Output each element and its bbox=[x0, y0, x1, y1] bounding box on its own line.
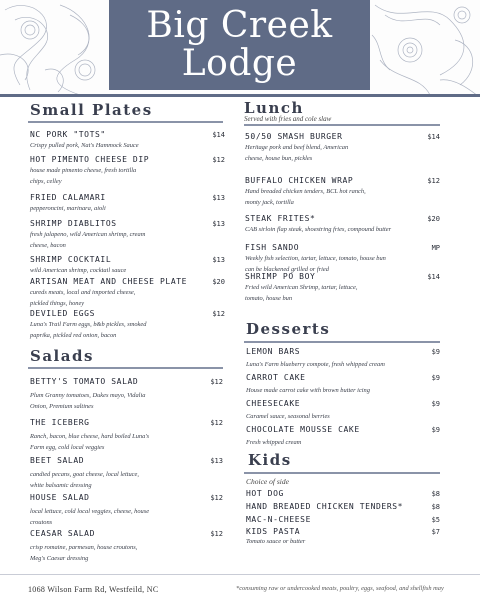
menu-item-price: $12 bbox=[210, 494, 223, 502]
menu-item-description: monty jack, tortilla bbox=[245, 199, 294, 206]
menu-item-description: Meg's Caesar dressing bbox=[30, 555, 89, 562]
lunch-title: Lunch bbox=[244, 99, 304, 117]
menu-item-description: can be blackened grilled or fried bbox=[245, 266, 329, 273]
menu-item-name: SHRIMP COCKTAIL bbox=[30, 255, 112, 264]
menu-item-description: CAB sirloin flap steak, shoestring fries, compound butter bbox=[245, 226, 392, 233]
menu-item-description: Heritage pork and beef blend, American bbox=[245, 144, 349, 151]
lunch-subtitle: Served with fries and cole slaw bbox=[244, 115, 332, 123]
menu-item-description: Crispy pulled pork, Nat's Hammock Sauce bbox=[30, 142, 139, 149]
menu-item-price: $8 bbox=[431, 490, 440, 498]
restaurant-title bbox=[109, 0, 370, 90]
menu-item-description: Fresh whipped cream bbox=[246, 439, 302, 446]
menu-item-price: $12 bbox=[212, 156, 225, 164]
menu-item-description: Plum Granny tomatoes, Dukes mayo, Vidalia bbox=[30, 392, 146, 399]
menu-item-name: MAC-N-CHEESE bbox=[246, 515, 311, 524]
menu-item-description: Onion, Premium saltines bbox=[30, 403, 94, 410]
menu-item-description: House made carrot cake with brown butter icing bbox=[246, 387, 370, 394]
menu-item-price: $5 bbox=[431, 516, 440, 524]
menu-item-description: cheese, bacon bbox=[30, 242, 66, 249]
menu-item-description: Caramel sauce, seasonal berries bbox=[246, 413, 330, 420]
menu-item-description: Luna's Farm blueberry compote, fresh whipped cream bbox=[246, 361, 385, 368]
menu-item-name: HOT DOG bbox=[246, 489, 284, 498]
lunch-rule bbox=[244, 124, 440, 126]
menu-item-description: Tomato sauce or butter bbox=[246, 538, 306, 545]
menu-item-name: HOUSE SALAD bbox=[30, 493, 90, 502]
menu-item-name: CHOCOLATE MOUSSE CAKE bbox=[246, 425, 360, 434]
menu-item-name: CARROT CAKE bbox=[246, 373, 306, 382]
menu-item-name: ARTISAN MEAT AND CHEESE PLATE bbox=[30, 277, 188, 286]
salads-title: Salads bbox=[30, 347, 94, 365]
title-line-2: Lodge bbox=[181, 43, 298, 84]
menu-item-name: SHRIMP PO BOY bbox=[245, 272, 316, 281]
menu-item-price: $13 bbox=[212, 220, 225, 228]
menu-item-price: $12 bbox=[210, 378, 223, 386]
footer-disclaimer: *consuming raw or undercooked meats, poultry, eggs, seafood, and shellfish may bbox=[236, 585, 444, 592]
menu-item-name: NC PORK "TOTS" bbox=[30, 130, 106, 139]
menu-item-price: $13 bbox=[212, 194, 225, 202]
kids-rule bbox=[244, 472, 440, 474]
menu-item-description: Ranch, bacon, blue cheese, hard boiled Luna's bbox=[30, 433, 150, 440]
menu-item-description: tomato, house bun bbox=[245, 295, 293, 302]
title-line-1: Big Creek bbox=[146, 5, 333, 46]
header-divider bbox=[0, 94, 480, 97]
menu-item-price: $12 bbox=[210, 530, 223, 538]
menu-item-name: FISH SANDO bbox=[245, 243, 300, 252]
menu-item-name: CEASAR SALAD bbox=[30, 529, 95, 538]
menu-item-description: paprika, pickled red onion, bacon bbox=[30, 332, 117, 339]
menu-item-price: $20 bbox=[212, 278, 225, 286]
menu-item-description: Weekly fish selection, tartar, lettuce, tomato, house bun bbox=[245, 255, 386, 262]
desserts-title: Desserts bbox=[246, 320, 331, 338]
menu-item-price: $14 bbox=[427, 273, 440, 281]
header-banner bbox=[0, 0, 480, 97]
footer-divider bbox=[0, 574, 480, 575]
menu-item-description: local lettuce, cold local veggies, cheese, house bbox=[30, 508, 150, 515]
menu-item-price: $8 bbox=[431, 503, 440, 511]
menu-item-description: white balsamic dressing bbox=[30, 482, 92, 489]
menu-item-price: MP bbox=[431, 244, 440, 252]
menu-item-description: crisp romaine, parmesan, house croutons, bbox=[30, 544, 138, 551]
menu-item-description: fresh jalapeno, wild American shrimp, cream bbox=[30, 231, 146, 238]
menu-item-description: chips, celley bbox=[30, 178, 62, 185]
menu-item-price: $12 bbox=[427, 177, 440, 185]
menu-item-price: $14 bbox=[427, 133, 440, 141]
small-plates-title: Small Plates bbox=[30, 101, 153, 119]
menu-item-name: THE ICEBERG bbox=[30, 418, 90, 427]
menu-item-price: $7 bbox=[431, 528, 440, 536]
menu-item-description: pickled things, honey bbox=[30, 300, 85, 307]
menu-item-description: house made pimento cheese, fresh tortilla bbox=[30, 167, 137, 174]
menu-item-price: $9 bbox=[431, 426, 440, 434]
salads-rule bbox=[28, 367, 223, 369]
menu-item-price: $14 bbox=[212, 131, 225, 139]
menu-item-name: SHRIMP DIABLITOS bbox=[30, 219, 117, 228]
menu-item-name: STEAK FRITES* bbox=[245, 214, 316, 223]
menu-item-description: Hand breaded chicken tenders, BCL hot ranch, bbox=[245, 188, 366, 195]
footer-address: 1068 Wilson Farm Rd, Westfeild, NC bbox=[28, 585, 159, 594]
menu-item-description: candied pecans, goat cheese, local lettuce, bbox=[30, 471, 139, 478]
menu-item-name: LEMON BARS bbox=[246, 347, 301, 356]
menu-item-name: BEET SALAD bbox=[30, 456, 85, 465]
menu-item-name: CHEESECAKE bbox=[246, 399, 301, 408]
menu-item-price: $9 bbox=[431, 348, 440, 356]
menu-item-description: cureds meats, local and imported cheese, bbox=[30, 289, 136, 296]
menu-item-description: Fried wild American Shrimp, tartar, lettuce, bbox=[245, 284, 358, 291]
desserts-rule bbox=[244, 341, 440, 343]
menu-item-name: FRIED CALAMARI bbox=[30, 193, 106, 202]
menu-item-price: $20 bbox=[427, 215, 440, 223]
menu-item-price: $12 bbox=[210, 419, 223, 427]
menu-item-price: $12 bbox=[212, 310, 225, 318]
menu-item-name: KIDS PASTA bbox=[246, 527, 301, 536]
kids-title: Kids bbox=[248, 451, 292, 469]
menu-item-name: DEVILED EGGS bbox=[30, 309, 95, 318]
menu-item-name: HAND BREADED CHICKEN TENDERS* bbox=[246, 502, 404, 511]
menu-item-description: croutons bbox=[30, 519, 53, 526]
menu-item-price: $13 bbox=[212, 256, 225, 264]
menu-item-description: wild American shrimp, cocktail sauce bbox=[30, 267, 127, 274]
menu-item-description: Luna's Trail Farm eggs, b&b pickles, smoked bbox=[30, 321, 147, 328]
menu-item-description: Farm egg, cold local veggies bbox=[30, 444, 105, 451]
menu-item-name: BETTY'S TOMATO SALAD bbox=[30, 377, 139, 386]
menu-item-price: $13 bbox=[210, 457, 223, 465]
menu-item-price: $9 bbox=[431, 374, 440, 382]
kids-subtitle: Choice of side bbox=[246, 477, 289, 486]
small-plates-rule bbox=[28, 121, 223, 123]
menu-item-name: 50/50 SMASH BURGER bbox=[245, 132, 343, 141]
menu-item-price: $9 bbox=[431, 400, 440, 408]
menu-item-name: HOT PIMENTO CHEESE DIP bbox=[30, 155, 150, 164]
menu-item-description: pepperoncini, marinara, aioli bbox=[30, 205, 106, 212]
menu-item-description: cheese, house bun, pickles bbox=[245, 155, 313, 162]
menu-item-name: BUFFALO CHICKEN WRAP bbox=[245, 176, 354, 185]
